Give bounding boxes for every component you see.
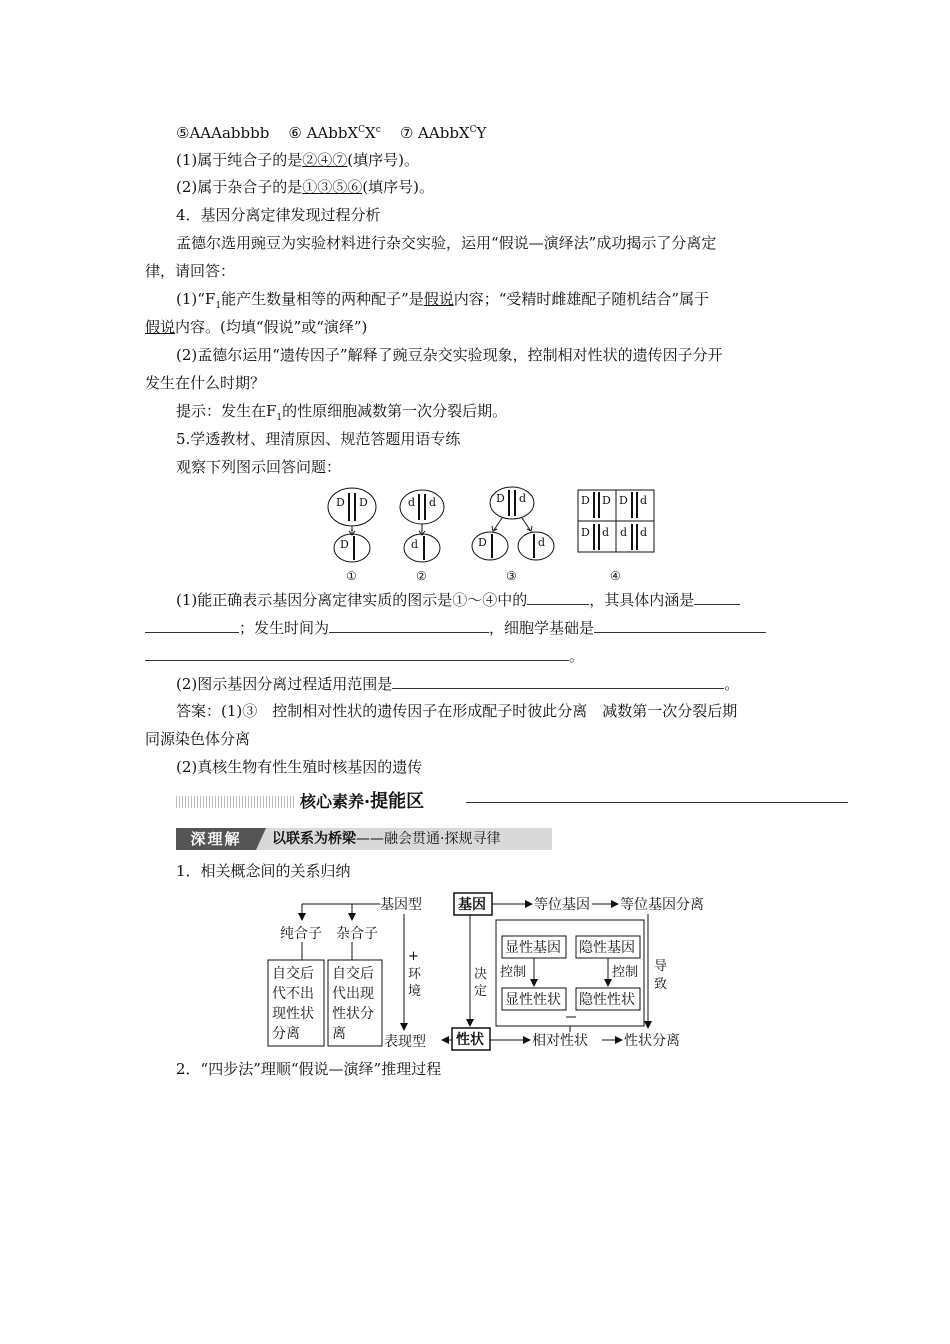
hint-text: 的性原细胞减数第一次分裂后期。 [282,402,508,420]
genotype-5: ⑤AAAabbbb [176,124,270,142]
banner-dot: · [364,792,371,811]
node-homozygote: 纯合子 [280,926,322,942]
genotype-list-line [176,123,486,143]
tag-bar [176,828,552,850]
core-item-1: 1．相关概念间的关系归纳 [176,862,351,880]
banner-title [300,792,424,812]
allele-label: d [602,526,610,539]
section-5-title: 5.学透教材、理清原因、规范答题用语专练 [176,430,461,448]
allele-label: d [429,496,437,509]
section-4-para-2: 律，请回答： [145,262,236,280]
q-text: (2)属于杂合子的是 [176,178,303,196]
allele-label: d [408,496,416,509]
gene-segregation-figure [322,484,662,584]
box2-line: 自交后 [332,966,374,982]
box2-line: 代出现 [332,986,374,1002]
question-heterozygote [176,177,434,197]
q-text: (1)“F [176,290,216,308]
question-homozygote [176,150,419,170]
allele-label: d [640,526,648,539]
allele-label: D [496,492,505,505]
node-phenotype: 表现型 [384,1034,426,1050]
genotype-6: ⑥ AAbbX [288,124,359,142]
tag-dot: · [440,831,445,847]
node-trait: 性状 [456,1032,484,1048]
section-5-intro: 观察下列图示回答问题： [176,458,342,476]
decide-char: 定 [474,984,488,999]
allele-label: D [336,496,345,509]
node-trait-separation: 性状分离 [624,1033,680,1049]
figure-4 [578,490,654,583]
node-dominant-gene: 显性基因 [505,940,561,956]
sup: c [375,125,381,135]
figure-3 [472,487,554,583]
node-allele-separation: 等位基因分离 [620,897,704,913]
answer-blank[interactable] [145,645,569,661]
sup: C [469,125,477,135]
q-text: ，其具体内涵是 [589,591,695,609]
box1-line: 代不出 [272,986,314,1002]
answer-blank[interactable] [329,617,489,633]
q-text: ，细胞学基础是 [489,619,595,637]
banner-title-a: 核心素养 [300,792,365,811]
allele-label: D [581,526,590,539]
section-5-q2 [176,673,739,694]
tag-sub2: 探规寻律 [444,831,501,847]
decide-char: 决 [474,967,488,982]
figure-1-label: ① [346,569,357,583]
tag-title: 以联系为桥梁 [272,831,356,847]
allele-label: d [538,536,546,549]
node-gene: 基因 [458,897,486,913]
section-5-q1-line3 [145,645,584,666]
tag-sub: ——融会贯通 [356,831,440,847]
hint-text: 提示：发生在F [176,402,277,420]
genotype-7b: Y [476,124,487,142]
allele-label: d [411,538,419,551]
node-heterozygote: 杂合子 [336,926,378,942]
section-4-q2-line1: (2)孟德尔运用“遗传因子”解释了豌豆杂交实验现象，控制相对性状的遗传因子分开 [176,346,723,364]
allele-label: D [619,494,628,507]
figure-2-label: ② [416,569,427,583]
box1-line: 自交后 [272,966,314,982]
figure-4-label: ④ [610,569,621,583]
q-text: 。 [569,647,585,665]
box2-line: 离 [332,1026,346,1042]
section-4-hint [176,401,507,421]
genotype-6b: X [365,124,376,142]
answer-blank[interactable] [594,617,766,633]
node-recessive-gene: 隐性基因 [579,940,635,956]
allele-label: D [581,494,590,507]
q-text: (填序号)。 [362,178,434,196]
q-text: 能产生数量相等的两种配子”是 [221,290,424,308]
concept-relation-diagram [262,890,722,1052]
section-5-answer-2: 同源染色体分离 [145,730,251,748]
answer-heterozygote: ①③⑤⑥ [302,178,363,196]
section-4-q1-line1 [176,289,709,309]
core-item-2: 2．“四步法”理顺“假说—演绎”推理过程 [176,1060,442,1078]
tag-text [272,828,500,850]
section-4-title: 4．基因分离定律发现过程分析 [176,206,381,224]
box1-line: 分离 [272,1026,300,1042]
answer-blank[interactable] [527,589,589,605]
sup: C [358,125,366,135]
allele-label: D [359,496,368,509]
sub: 1 [215,301,222,311]
answer-homozygote: ②④⑦ [302,151,348,169]
q-text: (2)图示基因分离过程适用范围是 [176,675,393,693]
answer-hypothesis-1: 假说 [423,290,454,308]
allele-label: d [620,526,628,539]
figure-1 [328,488,376,583]
tag-label: 深理解 [176,828,256,850]
box1-line: 现性状 [272,1006,314,1022]
section-5-q1-line1 [176,589,740,610]
answer-blank[interactable] [694,589,740,605]
sub: 1 [276,413,283,423]
allele-label: D [602,494,611,507]
banner-hatch [176,796,294,808]
answer-blank[interactable] [392,673,724,689]
section-5-answer-1: 答案：(1)③ 控制相对性状的遗传因子在形成配子时彼此分离 减数第一次分裂后期 [176,702,738,720]
tag-slant [256,828,266,850]
label-control: 控制 [500,965,527,980]
q-text: (填序号)。 [347,151,419,169]
box2-line: 性状分 [332,1006,374,1022]
q-text: (1)属于纯合子的是 [176,151,303,169]
section-4-q1-line2 [145,317,367,337]
q-text: ；发生时间为 [239,619,330,637]
node-dominant-trait: 显性性状 [505,992,561,1008]
env-char: 境 [408,984,422,999]
node-relative-trait: 相对性状 [532,1033,588,1049]
q-text: (1)能正确表示基因分离定律实质的图示是①～④中的 [176,591,528,609]
node-genotype: 基因型 [380,897,422,913]
figure-2 [400,490,444,583]
genotype-7: ⑦ AAbbX [399,124,470,142]
q-text: 。 [724,675,740,693]
answer-blank[interactable] [145,617,239,633]
figure-3-label: ③ [506,569,517,583]
node-recessive-trait: 隐性性状 [579,992,635,1008]
env-plus: + [408,949,419,964]
core-banner [176,792,848,814]
env-char: 环 [408,967,422,982]
allele-label: D [478,536,487,549]
answer-hypothesis-2: 假说 [145,318,176,336]
allele-label: d [519,492,527,505]
section-4-para-1: 孟德尔选用豌豆为实验材料进行杂交实验，运用“假说—演绎法”成功揭示了分离定 [176,234,717,252]
banner-rule [466,802,848,803]
q-text: 内容。(均填“假说”或“演绎”) [175,318,368,336]
section-5-answer-3: (2)真核生物有性生殖时核基因的遗传 [176,758,423,776]
section-4-q2-line2: 发生在什么时期？ [145,374,266,392]
node-allele: 等位基因 [534,897,590,913]
banner-title-b: 提能区 [370,791,425,812]
label-control: 控制 [612,965,639,980]
section-5-q1-line2 [145,617,766,638]
allele-label: d [640,494,648,507]
lead-char: 致 [654,977,668,992]
allele-label: D [340,538,349,551]
lead-char: 导 [654,959,668,974]
q-text: 内容；“受精时雌雄配子随机结合”属于 [453,290,710,308]
